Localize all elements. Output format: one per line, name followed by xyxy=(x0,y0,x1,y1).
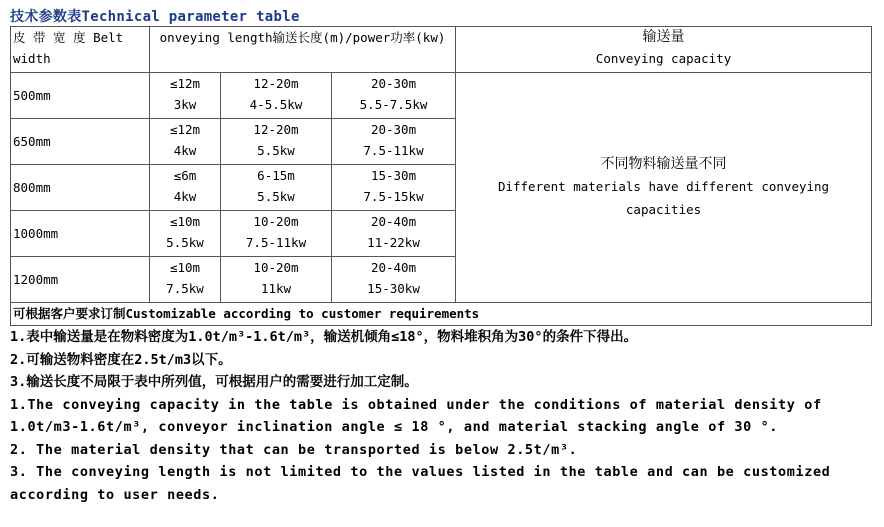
length-cell: 20-30m 5.5-7.5kw xyxy=(332,73,456,119)
table-row xyxy=(11,73,872,119)
note-line: 1.表中输送量是在物料密度为1.0t/m³-1.6t/m³，输送机倾角≤18°，物料堆积角为30°的条件下得出。 xyxy=(10,329,638,345)
length-cell: ≤10m 5.5kw xyxy=(150,211,221,257)
belt-width-cell: 800mm xyxy=(11,165,150,211)
length-cell: 20-30m 7.5-11kw xyxy=(332,119,456,165)
length-cell: ≤6m 4kw xyxy=(150,165,221,211)
note-line: 2. The material density that can be transported is below 2.5t/m³. xyxy=(10,441,578,458)
belt-width-cell: 500mm xyxy=(11,73,150,119)
length-cell: 15-30m 7.5-15kw xyxy=(332,165,456,211)
length-cell: 20-40m 15-30kw xyxy=(332,257,456,303)
length-cell: ≤12m 3kw xyxy=(150,73,221,119)
technical-parameter-table xyxy=(10,26,872,326)
note-line: 2.可输送物料密度在2.5t/m3以下。 xyxy=(10,351,232,368)
page-title: 技术参数表Technical parameter table xyxy=(10,9,300,25)
capacity-note-en: Different materials have different conveying capacities xyxy=(497,179,830,217)
header-conveying-length: onveying length输送长度(m)/power功率(kw) xyxy=(150,27,456,73)
length-cell: 10-20m 11kw xyxy=(221,257,332,303)
note-line: 1.0t/m3-1.6t/m³, conveyor inclination angle ≤ 18 °, and material stacking angle of 30 °. xyxy=(10,419,779,435)
length-cell: 12-20m 5.5kw xyxy=(221,119,332,165)
length-cell: ≤12m 4kw xyxy=(150,119,221,165)
customizable-row: 可根据客户要求订制Customizable according to customer requirements xyxy=(11,303,872,326)
belt-width-cell: 650mm xyxy=(11,119,150,165)
header-conveying-capacity xyxy=(456,27,872,73)
capacity-note xyxy=(456,73,872,303)
length-cell: 20-40m 11-22kw xyxy=(332,211,456,257)
capacity-note-cn: 不同物料输送量不同 xyxy=(600,156,727,172)
note-line: 3.输送长度不局限于表中所列值，可根据用户的需要进行加工定制。 xyxy=(10,374,418,390)
length-cell: ≤10m 7.5kw xyxy=(150,257,221,303)
note-line: 1.The conveying capacity in the table is obtained under the conditions of material density of xyxy=(10,396,822,413)
belt-width-cell: 1000mm xyxy=(11,211,150,257)
length-cell: 6-15m 5.5kw xyxy=(221,165,332,211)
note-line: according to user needs. xyxy=(10,486,220,503)
note-line: 3. The conveying length is not limited to the values listed in the table and can be customized xyxy=(10,464,831,480)
length-cell: 10-20m 7.5-11kw xyxy=(221,211,332,257)
capacity-header-en: Conveying capacity xyxy=(595,51,732,66)
capacity-header-cn: 输送量 xyxy=(642,29,685,45)
notes-section xyxy=(10,326,880,506)
belt-width-cell: 1200mm xyxy=(11,257,150,303)
length-cell: 12-20m 4-5.5kw xyxy=(221,73,332,119)
header-belt-width: 皮 带 宽 度 Belt width xyxy=(11,27,150,73)
